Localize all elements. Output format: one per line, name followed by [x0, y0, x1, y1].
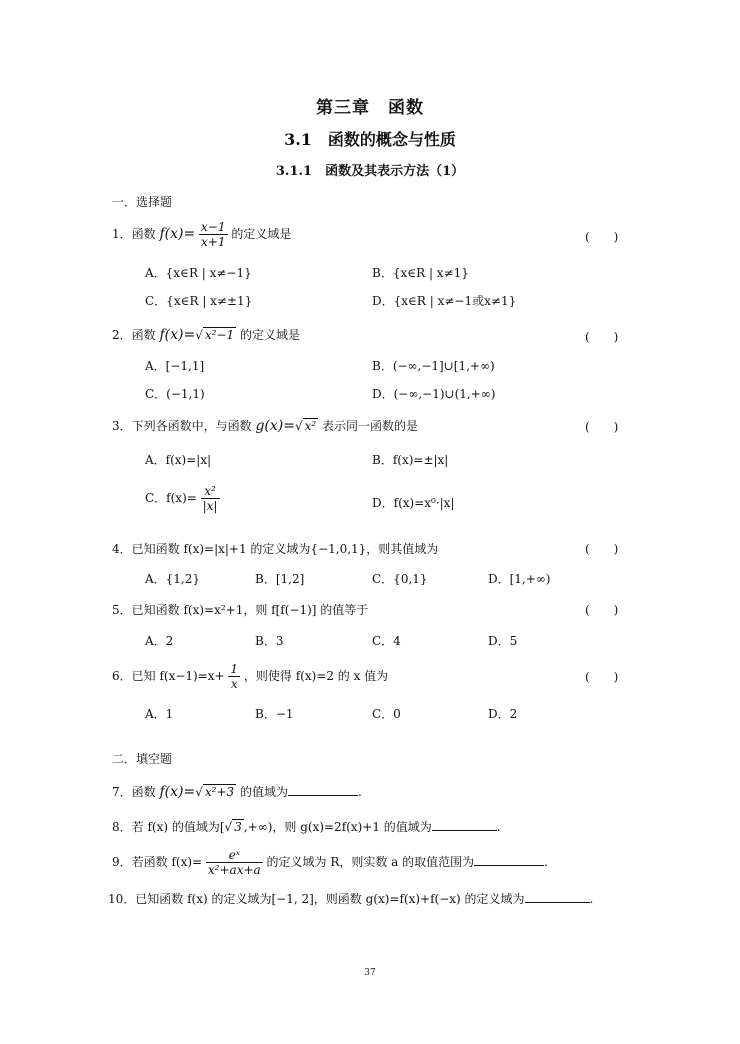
- q10-answer-blank[interactable]: [525, 902, 590, 903]
- q6-option-c[interactable]: C．0: [372, 707, 401, 721]
- q6-prefix: 6．已知 f(x−1)=x+: [112, 669, 225, 683]
- q7-end: .: [357, 785, 362, 799]
- q4-answer-paren[interactable]: ( ): [585, 542, 619, 556]
- q5-option-a[interactable]: A．2: [145, 634, 174, 648]
- q7-tail: 的值域为: [239, 785, 288, 799]
- q4-option-a[interactable]: A．{1,2}: [145, 572, 201, 586]
- q7-radicand: x²+3: [204, 785, 235, 799]
- q2-tail: 的定义域是: [239, 328, 300, 342]
- q1-tail: 的定义域是: [231, 227, 292, 241]
- q9-answer-blank[interactable]: [474, 865, 544, 866]
- q1-function: f(x)=: [159, 226, 196, 242]
- q1-fraction: [199, 220, 227, 249]
- q3-option-c-numerator: x²: [201, 484, 220, 499]
- subsection-title: 3.1.1 函数及其表示方法（1）: [275, 164, 465, 179]
- q1-numerator: x−1: [201, 220, 226, 234]
- q3-option-d[interactable]: D．f(x)=x⁰·|x|: [372, 496, 455, 510]
- q7-prefix: 7．函数: [112, 785, 156, 799]
- q1-option-b[interactable]: B．{x∈R | x≠1}: [372, 266, 469, 280]
- q8-answer-blank[interactable]: [432, 830, 497, 831]
- q1-prefix: 1．函数: [112, 227, 156, 241]
- q6-option-b[interactable]: B．−1: [255, 707, 294, 721]
- q3-answer-paren[interactable]: ( ): [585, 420, 619, 434]
- q2-option-a[interactable]: A．[−1,1]: [145, 359, 205, 373]
- q2-answer-paren[interactable]: ( ): [585, 330, 619, 344]
- question-5: 5．已知函数 f(x)=x²+1，则 f[f(−1)] 的值等于: [112, 603, 369, 617]
- question-2: 2．函数 f(x)=√ x²−1 的定义域是: [112, 327, 300, 343]
- page-number: 37: [364, 968, 376, 978]
- q9-fraction: [206, 848, 263, 877]
- q9-tail: 的定义域为 R，则实数 a 的取值范围为: [266, 855, 475, 869]
- question-1: [112, 220, 291, 249]
- question-9: [112, 848, 548, 877]
- question-8: 8．若 f(x) 的值域为[√ 3 ,+∞)，则 g(x)=2f(x)+1 的值域为 .: [112, 820, 501, 834]
- q6-option-d[interactable]: D．2: [488, 707, 518, 721]
- q1-answer-paren[interactable]: ( ): [585, 230, 619, 244]
- q4-option-d[interactable]: D．[1,+∞): [488, 572, 551, 586]
- part2-title: 二．填空题: [112, 752, 173, 766]
- q6-option-a[interactable]: A．1: [145, 707, 174, 721]
- q8-tail: ,+∞)，则 g(x)=2f(x)+1 的值域为: [243, 820, 432, 834]
- q7-function: f(x)=: [159, 784, 196, 800]
- q2-prefix: 2．函数: [112, 328, 156, 342]
- question-3: 3．下列各函数中，与函数 g(x)=√ x² 表示同一函数的是: [112, 418, 419, 434]
- q2-option-d[interactable]: D．(−∞,−1)∪(1,+∞): [372, 387, 496, 401]
- q2-option-b[interactable]: B．(−∞,−1]∪[1,+∞): [372, 359, 495, 373]
- q5-option-b[interactable]: B．3: [255, 634, 284, 648]
- question-6: [112, 662, 388, 691]
- q6-denominator: x: [230, 677, 238, 691]
- question-10: [108, 890, 593, 907]
- q9-prefix: 9．若函数 f(x)=: [112, 855, 203, 869]
- q4-option-c[interactable]: C．{0,1}: [372, 572, 428, 586]
- q3-radicand: x²: [304, 419, 317, 433]
- q1-option-c[interactable]: C．{x∈R | x≠±1}: [145, 294, 253, 308]
- q5-answer-paren[interactable]: ( ): [585, 603, 619, 617]
- q3-function: g(x)=: [255, 418, 295, 434]
- q3-tail: 表示同一函数的是: [322, 419, 419, 433]
- q3-option-c-denominator: |x|: [202, 499, 218, 513]
- q6-fraction: [228, 662, 240, 691]
- q1-denominator: x+1: [201, 235, 226, 249]
- question-7: 7．函数 f(x)=√ x²+3 的值域为 .: [112, 784, 362, 800]
- q2-radicand: x²−1: [204, 328, 235, 342]
- chapter-title: 第三章 函数: [316, 98, 424, 118]
- q10-stem: 10．已知函数 f(x) 的定义域为[−1, 2]，则函数 g(x)=f(x)+f(−x) 的定义域为: [108, 892, 525, 906]
- q1-option-a[interactable]: A．{x∈R | x≠−1}: [145, 266, 252, 280]
- q3-option-c[interactable]: [145, 484, 220, 513]
- q3-option-a[interactable]: A．f(x)=|x|: [145, 453, 212, 467]
- question-4: 4．已知函数 f(x)=|x|+1 的定义域为{−1,0,1}，则其值域为: [112, 542, 439, 556]
- q3-option-c-fraction: [201, 484, 220, 513]
- q10-end: .: [589, 892, 594, 906]
- q3-option-c-prefix: C．f(x)=: [145, 491, 197, 505]
- q7-answer-blank[interactable]: [288, 795, 358, 796]
- section-title: 3.1 函数的概念与性质: [284, 130, 456, 149]
- q8-prefix: 8．若 f(x) 的值域为[: [112, 820, 225, 834]
- q6-answer-paren[interactable]: ( ): [585, 670, 619, 684]
- q9-end: .: [544, 855, 548, 869]
- part1-title: 一．选择题: [112, 195, 173, 209]
- q3-prefix: 3．下列各函数中，与函数: [112, 419, 252, 433]
- q2-option-c[interactable]: C．(−1,1): [145, 387, 205, 401]
- q3-option-b[interactable]: B．f(x)=±|x|: [372, 453, 449, 467]
- q2-function: f(x)=: [159, 327, 196, 343]
- q8-end: .: [496, 820, 501, 834]
- q6-numerator: 1: [230, 662, 239, 676]
- q5-option-c[interactable]: C．4: [372, 634, 401, 648]
- q8-radicand: 3: [234, 820, 242, 834]
- q6-tail: ，则使得 f(x)=2 的 x 值为: [243, 669, 389, 683]
- q9-denominator: x²+ax+a: [207, 863, 261, 877]
- q9-numerator: eˣ: [206, 848, 263, 863]
- q4-option-b[interactable]: B．[1,2]: [255, 572, 305, 586]
- q1-option-d[interactable]: D．{x∈R | x≠−1或x≠1}: [372, 294, 517, 308]
- q5-option-d[interactable]: D．5: [488, 634, 518, 648]
